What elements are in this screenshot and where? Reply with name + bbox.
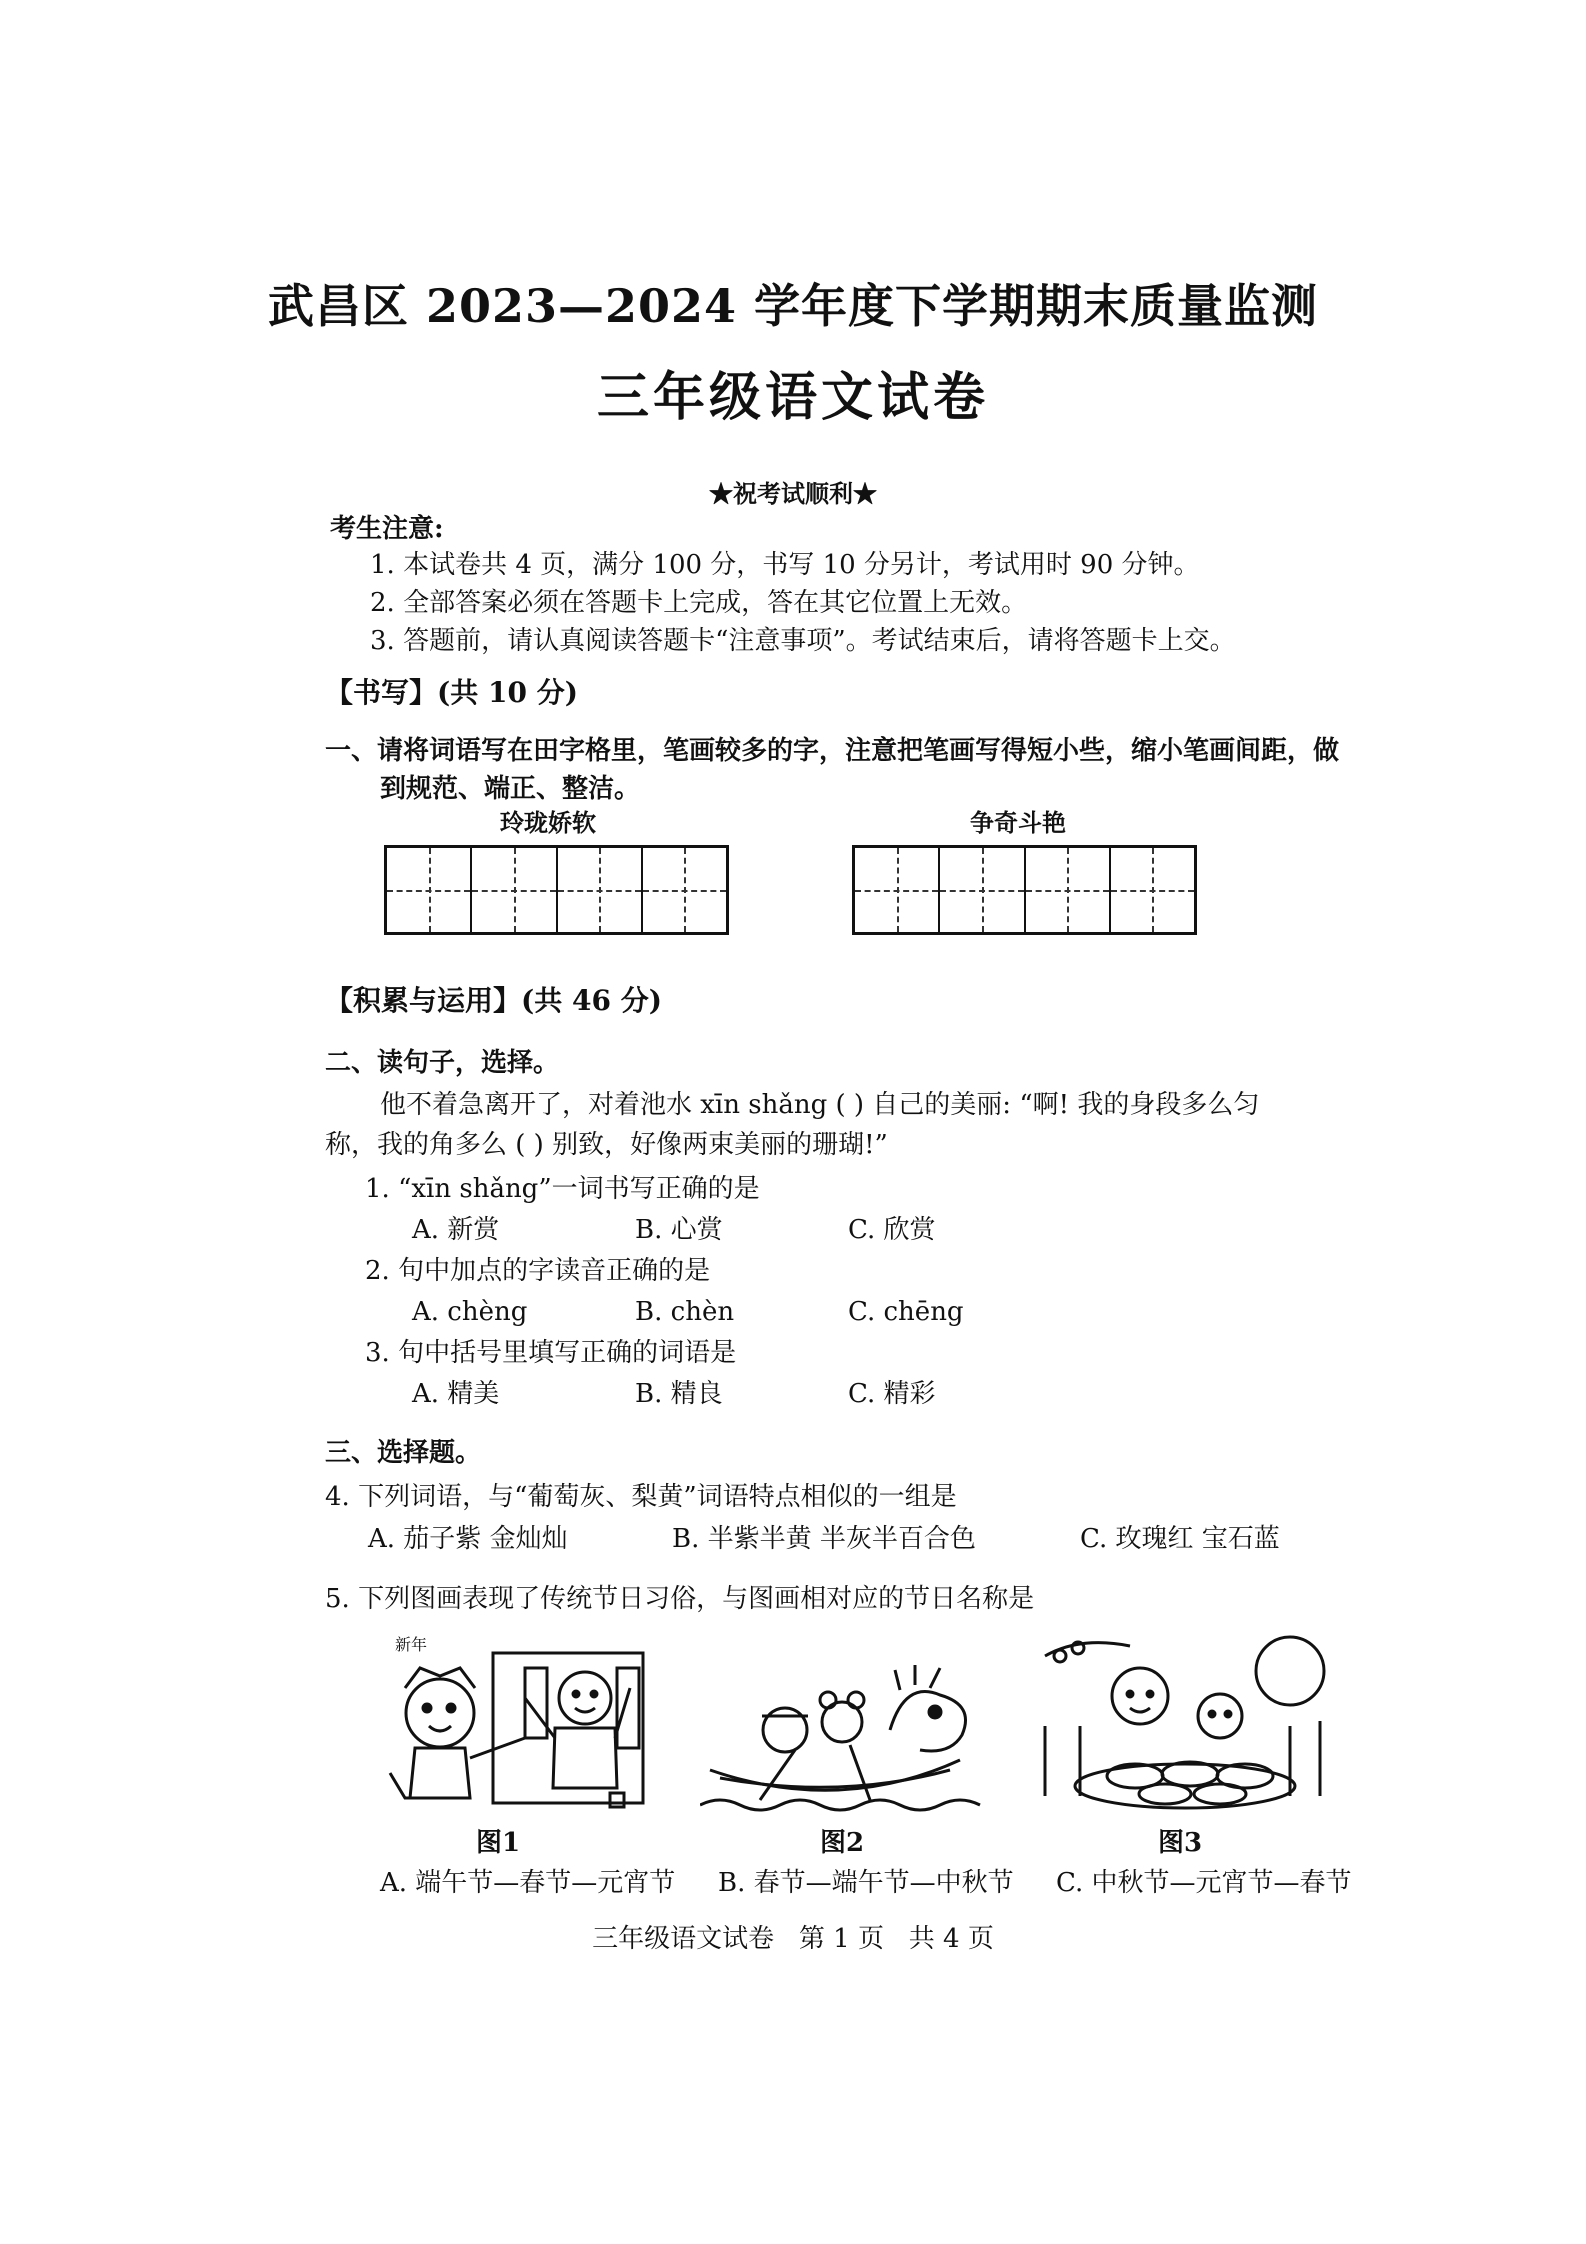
q2-3-option-b[interactable]: B. 精良 — [635, 1379, 723, 1409]
q2-passage-line1: 他不着急离开了，对着池水 xīn shǎng ( ) 自己的美丽: “啊! 我的身段多么匀 — [380, 1090, 1260, 1120]
q1-instruction-line2: 到规范、端正、整洁。 — [380, 774, 641, 804]
q2-passage-line2: 称，我的角多么 ( ) 别致，好像两束美丽的珊瑚!” — [325, 1130, 888, 1160]
q4-option-b[interactable]: B. 半紫半黄 半灰半百合色 — [672, 1524, 976, 1554]
spring-festival-drawing — [385, 1628, 670, 1813]
notice-item-3: 3. 答题前，请认真阅读答题卡“注意事项”。考试结束后，请将答题卡上交。 — [370, 626, 1236, 656]
grid-cell[interactable] — [940, 848, 1025, 932]
figure-1-label: 图1 — [475, 1828, 521, 1858]
figure-2-dragon-boat — [700, 1650, 990, 1820]
grid-cell[interactable] — [387, 848, 472, 932]
q2-3-option-c[interactable]: C. 精彩 — [848, 1379, 936, 1409]
q2-3-option-a[interactable]: A. 精美 — [412, 1379, 500, 1409]
figure-3-mid-autumn — [1040, 1626, 1330, 1816]
q5-option-b[interactable]: B. 春节—端午节—中秋节 — [718, 1868, 1014, 1898]
grid-cell[interactable] — [1026, 848, 1111, 932]
section-writing: 【书写】(共 10 分) — [325, 676, 578, 709]
q2-2-stem: 2. 句中加点的字读音正确的是 — [365, 1256, 711, 1286]
writing-grid-1[interactable] — [384, 845, 729, 935]
q2-2-option-c[interactable]: C. chēng — [848, 1297, 964, 1327]
good-luck-banner: ★祝考试顺利★ — [709, 479, 877, 508]
q2-2-option-b[interactable]: B. chèn — [635, 1297, 735, 1327]
figure-1-spring-festival — [385, 1628, 670, 1813]
notice-heading: 考生注意: — [330, 514, 444, 544]
dragon-boat-drawing — [700, 1650, 990, 1820]
page-footer: 三年级语文试卷 第 1 页 共 4 页 — [592, 1924, 994, 1954]
svg-text:新年: 新年 — [395, 1635, 428, 1654]
q4-stem: 4. 下列词语，与“葡萄灰、梨黄”词语特点相似的一组是 — [325, 1482, 957, 1512]
grid-cell[interactable] — [558, 848, 643, 932]
q2-1-option-b[interactable]: B. 心赏 — [635, 1215, 723, 1245]
notice-item-1: 1. 本试卷共 4 页，满分 100 分，书写 10 分另计，考试用时 90 分钟。 — [370, 550, 1200, 580]
figure-2-label: 图2 — [819, 1828, 865, 1858]
mid-autumn-drawing — [1040, 1626, 1330, 1816]
q2-heading: 二、读句子，选择。 — [325, 1048, 560, 1078]
figure-3-label: 图3 — [1157, 1828, 1203, 1858]
q2-1-stem: 1. “xīn shǎng”一词书写正确的是 — [365, 1174, 760, 1204]
q4-option-a[interactable]: A. 茄子紫 金灿灿 — [368, 1524, 568, 1554]
q2-1-option-a[interactable]: A. 新赏 — [412, 1215, 500, 1245]
q2-1-option-c[interactable]: C. 欣赏 — [848, 1215, 936, 1245]
word-1-label: 玲珑娇软 — [500, 808, 596, 837]
q5-option-a[interactable]: A. 端午节—春节—元宵节 — [380, 1868, 676, 1898]
grid-cell[interactable] — [1111, 848, 1194, 932]
notice-item-2: 2. 全部答案必须在答题卡上完成，答在其它位置上无效。 — [370, 588, 1028, 618]
q1-instruction-line1: 一、请将词语写在田字格里，笔画较多的字，注意把笔画写得短小些，缩小笔画间距，做 — [325, 736, 1340, 766]
section-accumulation: 【积累与运用】(共 46 分) — [325, 984, 662, 1017]
q4-option-c[interactable]: C. 玫瑰红 宝石蓝 — [1080, 1524, 1280, 1554]
exam-subtitle: 三年级语文试卷 — [596, 367, 989, 428]
q3-heading: 三、选择题。 — [325, 1438, 482, 1468]
writing-grid-2[interactable] — [852, 845, 1197, 935]
q5-stem: 5. 下列图画表现了传统节日习俗，与图画相对应的节日名称是 — [325, 1584, 1035, 1614]
grid-cell[interactable] — [472, 848, 557, 932]
grid-cell[interactable] — [643, 848, 726, 932]
word-2-label: 争奇斗艳 — [970, 808, 1066, 837]
q5-option-c[interactable]: C. 中秋节—元宵节—春节 — [1056, 1868, 1352, 1898]
q2-2-option-a[interactable]: A. chèng — [412, 1297, 528, 1327]
q2-3-stem: 3. 句中括号里填写正确的词语是 — [365, 1338, 737, 1368]
exam-title: 武昌区 2023—2024 学年度下学期期末质量监测 — [267, 279, 1319, 333]
grid-cell[interactable] — [855, 848, 940, 932]
